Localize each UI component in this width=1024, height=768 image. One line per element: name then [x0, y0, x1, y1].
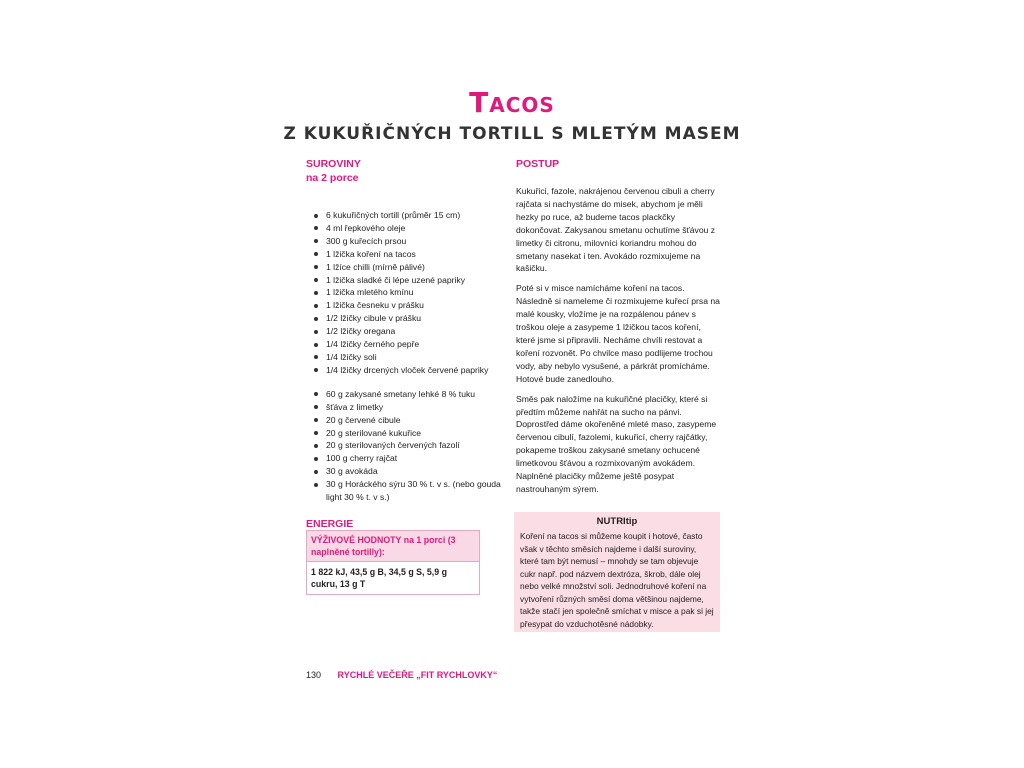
ingredient-item: 1 lžička koření na tacos [306, 248, 506, 261]
ingredient-item: 20 g sterilovaných červených fazolí [306, 439, 506, 452]
ingredient-item: šťáva z limetky [306, 401, 506, 414]
ingredient-item: 1 lžička mletého kmínu [306, 286, 506, 299]
ingredient-item: 1/2 lžičky cibule v prášku [306, 312, 506, 325]
ingredient-item: 1 lžíce chilli (mírně pálivé) [306, 261, 506, 274]
ingredient-item: 60 g zakysané smetany lehké 8 % tuku [306, 388, 506, 401]
tip-title: NUTRItip [596, 516, 638, 527]
procedure-paragraph: Kukuřici, fazole, nakrájenou červenou cibuli a cherry rajčata si nachystáme do misek, abychom je měli hezky po ruce, až budeme tacos plackčky dokončovat. Zakysanou smetanu ochutíme šťávou z limetky či citronu, milovníci koriandru mohou do smetany nasekat i ten. Avokádo rozmixujeme na kašičku. [516, 186, 716, 274]
page-number: 130 [306, 670, 322, 680]
ingredient-item: 1/2 lžičky oregana [306, 325, 506, 338]
procedure-paragraph: Směs pak naložíme na kukuřičné placičky, které si předtím můžeme nahřát na sucho na pánvi. Doprostřed dáme okořeněné mleté maso, zasypeme červenou cibulí, fazolemi, kukuřicí, cherry rajčátky, pokapeme troškou zakysané smetany ochucené limetkovou šťávou a rozmixovaným avokádem. Naplněné placičky můžeme ještě posypat nastrouhaným sýrem. [516, 393, 717, 494]
nutrition-values: 1 822 kJ, 43,5 g B, 34,5 g S, 5,9 g cukru, 13 g T [307, 561, 479, 594]
nutrition-values-box [306, 530, 480, 595]
ingredient-item: 1 lžička česneku v prášku [306, 299, 506, 312]
ingredients-column [306, 157, 506, 531]
ingredient-item: 6 kukuřičných tortill (průměr 15 cm) [306, 209, 506, 222]
nutrition-label: VÝŽIVOVÉ HODNOTY na 1 porci (3 naplněné tortilly): [307, 531, 479, 561]
servings-label: na 2 porce [306, 172, 359, 184]
ingredient-item: 300 g kuřecích prsou [306, 235, 506, 248]
ingredient-item: 30 g Horáckého sýru 30 % t. v s. (nebo gouda light 30 % t. v s.) [306, 478, 506, 504]
ingredient-item: 1 lžička sladké či lépe uzené papriky [306, 274, 506, 287]
tip-text: Koření na tacos si můžeme koupit i hotové, často však v těchto směsích najdeme i další suroviny, které tam být nemusí – mnohdy se tam objevuje cukr např. pod názvem dextróza, škrob, dále olej nebo velké množství soli. Jednodruhové koření na vytvoření různých směsí doma většinou najdeme, takže stačí jen společně smíchat v misce a pak si jej přesypat do vzduchotěsné nádobky. [520, 531, 714, 629]
ingredient-item: 20 g sterilované kukuřice [306, 427, 506, 440]
ingredient-item: 30 g avokáda [306, 465, 506, 478]
energy-heading: ENERGIE [306, 517, 354, 530]
page-footer [306, 670, 497, 680]
ingredient-item: 1/4 lžičky drcených vloček červené papriky [306, 364, 506, 377]
ingredient-item: 1/4 lžičky soli [306, 351, 506, 364]
recipe-subtitle: Z KUKUŘIČNÝCH TORTILL S MLETÝM MASEM [283, 124, 741, 144]
chapter-title: RYCHLÉ VEČEŘE „FIT RYCHLOVKY“ [337, 670, 498, 680]
recipe-title: Tacos [469, 86, 555, 119]
ingredient-item: 100 g cherry rajčat [306, 452, 506, 465]
procedure-paragraph: Poté si v misce namícháme koření na tacos. Následně si nameleme či rozmixujeme kuřecí prsa na malé kousky, vložíme je na rozpálenou pánev s troškou oleje a zasypeme 1 lžičkou tacos koření, které jsme si připravili. Necháme chvíli restovat a koření rozvonět. Po chvilce maso podlijeme trochou vody, aby nebylo vysušené, a párkrát promícháme. Hotové bude zanedlouho. [516, 283, 720, 384]
ingredient-list-main [306, 209, 506, 377]
ingredient-list-toppings [306, 388, 506, 504]
ingredient-item: 4 ml řepkového oleje [306, 222, 506, 235]
procedure-column [516, 157, 722, 503]
ingredients-heading: SUROVINY [306, 158, 361, 170]
ingredient-item: 1/4 lžičky černého pepře [306, 338, 506, 351]
procedure-heading: POSTUP [516, 158, 560, 170]
nutri-tip-box [514, 512, 720, 632]
ingredient-item: 20 g červené cibule [306, 414, 506, 427]
